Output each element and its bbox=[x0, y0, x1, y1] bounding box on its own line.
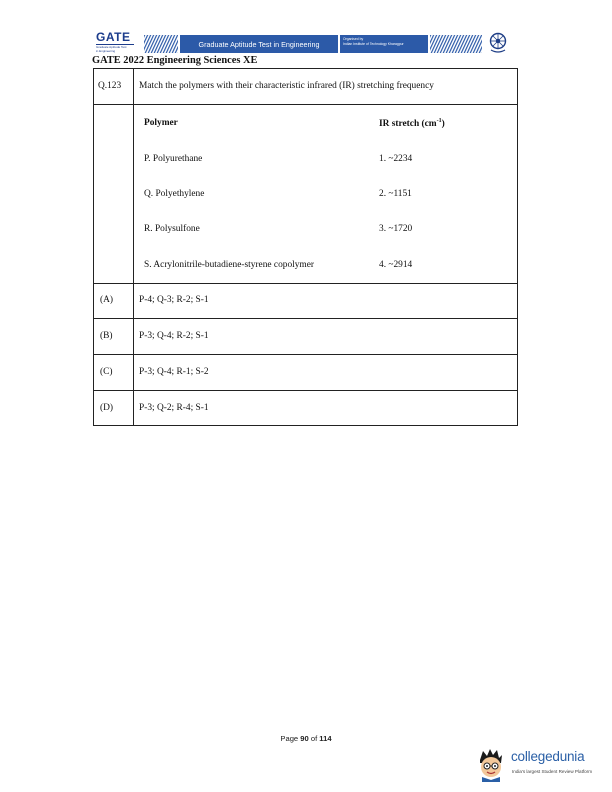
gate-logo-text: GATE bbox=[96, 30, 131, 44]
option-c-text[interactable]: P-3; Q-4; R-1; S-2 bbox=[139, 367, 209, 377]
option-b-label[interactable]: (B) bbox=[100, 331, 113, 341]
ir-stretch-column-header bbox=[379, 118, 445, 129]
collegedunia-tagline: India's largest Student Review Platform bbox=[512, 769, 593, 774]
banner-stripes-right bbox=[430, 35, 482, 53]
table-row-divider bbox=[94, 354, 517, 355]
polymer-column-header: Polymer bbox=[144, 118, 178, 128]
collegedunia-logo[interactable] bbox=[474, 746, 604, 782]
page-number bbox=[0, 734, 612, 743]
collegedunia-wordmark: collegedunia bbox=[511, 749, 585, 764]
option-a-label[interactable]: (A) bbox=[100, 295, 114, 305]
table-row-divider bbox=[94, 104, 517, 105]
ir-header-exponent: -1 bbox=[436, 118, 442, 124]
polymer-item-q: Q. Polyethylene bbox=[144, 189, 205, 199]
polymer-item-r: R. Polysulfone bbox=[144, 224, 200, 234]
gate-logo bbox=[96, 32, 140, 54]
page-of: of bbox=[308, 734, 320, 743]
question-table bbox=[93, 68, 518, 426]
paper-title: GATE 2022 Engineering Sciences XE bbox=[92, 55, 258, 66]
gate-header-banner bbox=[96, 30, 516, 56]
ir-item-2: 2. ~1151 bbox=[379, 189, 412, 199]
student-mascot-icon bbox=[474, 746, 508, 782]
organized-by-label: Organised by bbox=[343, 37, 364, 41]
option-d-label[interactable]: (D) bbox=[100, 403, 114, 413]
page-prefix: Page bbox=[280, 734, 301, 743]
organizer-name: Indian Institute of Technology Kharagpur bbox=[343, 42, 404, 46]
table-row-divider bbox=[94, 390, 517, 391]
gate-logo-tagline-2: in Engineering bbox=[96, 48, 116, 53]
option-b-text[interactable]: P-3; Q-4; R-2; S-1 bbox=[139, 331, 209, 341]
option-d-text[interactable]: P-3; Q-2; R-4; S-1 bbox=[139, 403, 209, 413]
organizer-band bbox=[340, 35, 428, 53]
ir-item-1: 1. ~2234 bbox=[379, 154, 413, 164]
gate-logo-tagline-1: Graduate Aptitude Test bbox=[96, 45, 127, 49]
polymer-item-s: S. Acrylonitrile-butadiene-styrene copolymer bbox=[144, 260, 314, 270]
ir-header-close: ) bbox=[441, 119, 445, 130]
option-a-text[interactable]: P-4; Q-3; R-2; S-1 bbox=[139, 295, 209, 305]
ir-header-main: IR stretch (cm bbox=[379, 119, 437, 130]
question-text: Match the polymers with their characteristic infrared (IR) stretching frequency bbox=[139, 81, 434, 91]
ir-item-3: 3. ~1720 bbox=[379, 224, 413, 234]
iit-kharagpur-emblem-icon bbox=[488, 32, 508, 54]
banner-stripes-left bbox=[144, 35, 178, 53]
question-number: Q.123 bbox=[98, 81, 122, 91]
banner-title: Graduate Aptitude Test in Engineering bbox=[198, 39, 320, 49]
option-c-label[interactable]: (C) bbox=[100, 367, 113, 377]
table-row-divider bbox=[94, 318, 517, 319]
page-current: 90 bbox=[300, 734, 309, 743]
polymer-item-p: P. Polyurethane bbox=[144, 154, 203, 164]
ir-item-4: 4. ~2914 bbox=[379, 260, 413, 270]
page-total: 114 bbox=[319, 734, 332, 743]
table-row-divider bbox=[94, 283, 517, 284]
banner-title-band bbox=[180, 35, 338, 53]
table-column-divider bbox=[133, 69, 134, 425]
